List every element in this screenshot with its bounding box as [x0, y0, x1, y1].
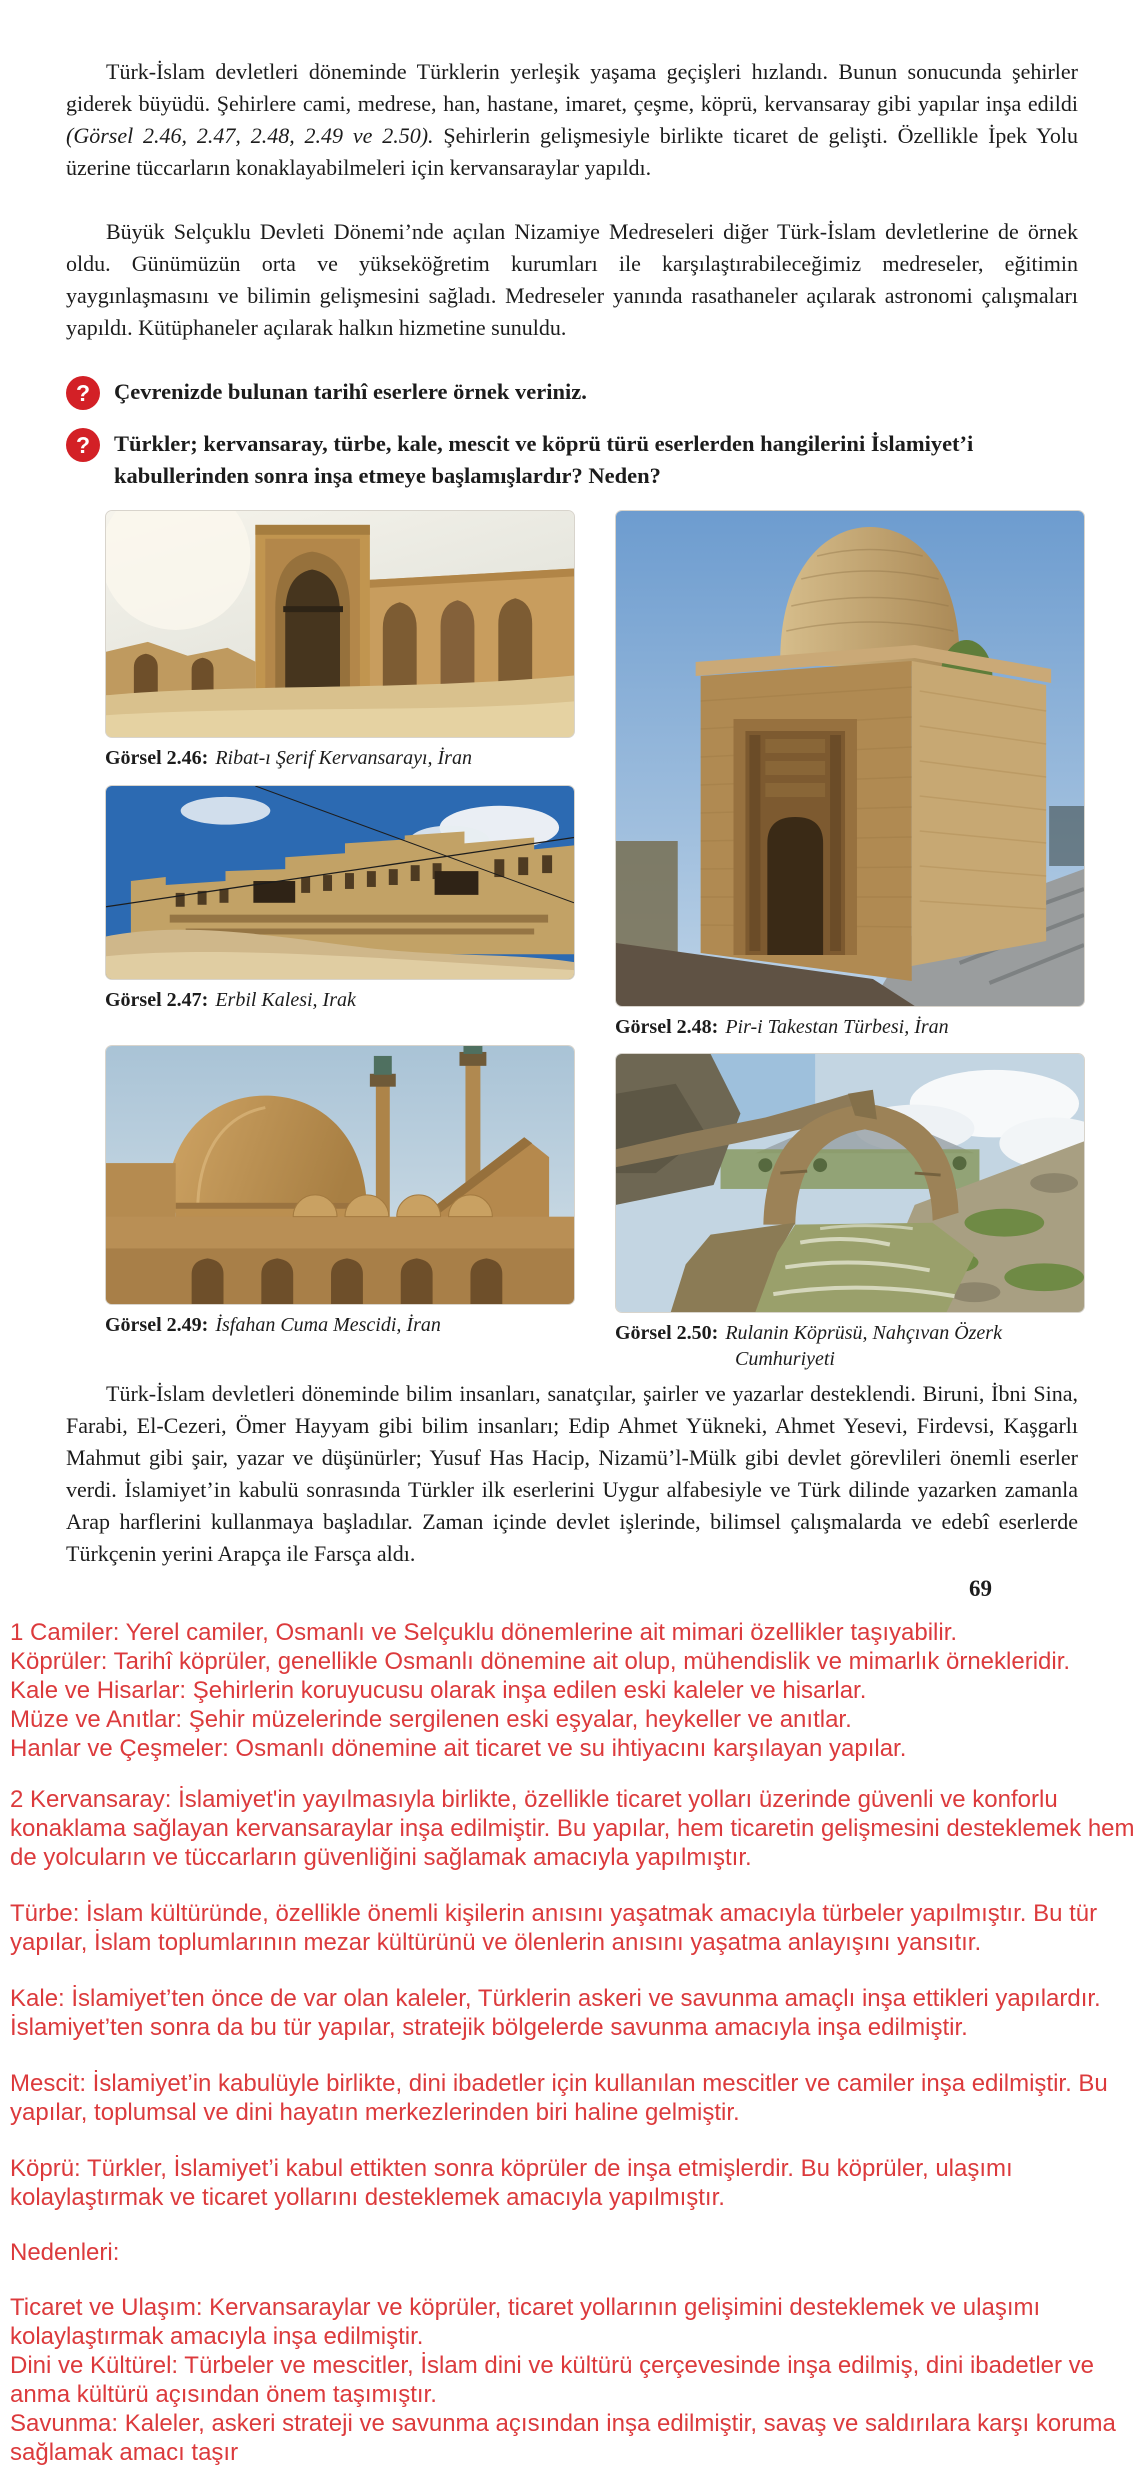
- figure-2-47: [105, 785, 575, 1013]
- figure-2-46: [105, 510, 575, 771]
- answer-reason-ticaret: Ticaret ve Ulaşım: Kervansaraylar ve köprüler, ticaret yollarının gelişimini desteklemek ve ulaşımı kolaylaştırmak amacıyla inşa edilmiştir.: [10, 2294, 1041, 2350]
- figure-caption: [105, 745, 575, 771]
- figure-grid: [0, 510, 1148, 1372]
- figure-reference: (Görsel 2.46, 2.47, 2.48, 2.49 ve 2.50).: [66, 123, 434, 148]
- figure-caption-text: Erbil Kalesi, Irak: [215, 989, 356, 1011]
- turbe-illustration: [616, 511, 1084, 1006]
- question-block: [66, 376, 1078, 492]
- mescit-illustration: [106, 1046, 574, 1304]
- figure-2-48: [615, 510, 1085, 1040]
- figure-caption: [615, 1014, 1085, 1040]
- answer-turbe: Türbe: İslam kültüründe, özellikle önemli kişilerin anısını yaşatmak amacıyla türbeler yapılmıştır. Bu tür yapılar, İslam toplumlarının mezar kültürünü ve ölenlerin anısını yaşatma anlayışını yansıtır.: [10, 1900, 1098, 1956]
- mescit-photo: [105, 1045, 575, 1305]
- paragraph-bilim: Türk-İslam devletleri döneminde bilim insanları, sanatçılar, şairler ve yazarlar desteklendi. Biruni, İbni Sina, Farabi, El-Cezeri, Ömer Hayyam gibi bilim insanları; Edip Ahmet Yükneki, Ahmet Yesevi, Firdevsi, Kaşgarlı Mahmut gibi şair, yazar ve düşünürler; Yusuf Has Hacip, Nizamü’l-Mülk gibi devlet görevlileri önemli eserler verdi. İslamiyet’in kabulü sonrasında Türkler ilk eserlerini Uygur alfabesiyle ve Türk dilinde yazarken zamanla Arap harflerini kullanmaya başladılar. Zaman içinde devlet işlerinde, bilimsel çalışmalarda ve edebî eserlerde Türkçenin yerini Arapça ile Farsça aldı.: [66, 1381, 1078, 1566]
- figure-caption-text: İsfahan Cuma Mescidi, İran: [215, 1314, 441, 1336]
- body-text-bottom: [0, 1378, 1148, 1602]
- paragraph-cities-text: Türk-İslam devletleri döneminde Türklerin yerleşik yaşama geçişleri hızlandı. Bunun sonucunda şehirler giderek büyüdü. Şehirlere cami, medrese, han, hastane, imaret, çeşme, köprü, kervansaray gibi yapılar inşa edildi: [66, 59, 1078, 116]
- kale-photo: [105, 785, 575, 980]
- paragraph-cities-end: Şehirlerin gelişmesiyle birlikte ticaret de gelişti. Özellikle İpek Yolu üzerine tüccarların konaklayabilmeleri için kervansaraylar yapıldı.: [66, 123, 1078, 180]
- answer-reason-dini: Dini ve Kültürel: Türbeler ve mescitler, İslam dini ve kültürü çerçevesinde inşa edilmiş, dini ibadetler ve anma kültürü açısından önem taşımıştır.: [10, 2352, 1095, 2408]
- figure-label: Görsel 2.47:: [105, 989, 209, 1011]
- figure-label: Görsel 2.48:: [615, 1016, 719, 1038]
- question-1: [66, 376, 1078, 410]
- answer-reason-savunma: Savunma: Kaleler, askeri strateji ve savunma açısından inşa edilmiştir, savaş ve saldırılara karşı koruma sağlamak amacı taşır: [10, 2410, 1116, 2466]
- figure-caption: [105, 1312, 575, 1338]
- answer-kale-hisarlar: Kale ve Hisarlar: Şehirlerin koruyucusu olarak inşa edilen eski kaleler ve hisarlar.: [10, 1677, 867, 1704]
- answer-muze-anitlar: Müze ve Anıtlar: Şehir müzelerinde sergilenen eski eşyalar, heykeller ve anıtlar.: [10, 1706, 852, 1733]
- figure-2-50: [615, 1053, 1085, 1372]
- figure-caption-text: Rulanin Köprüsü, Nahçıvan Özerk Cumhuriyeti: [725, 1322, 1002, 1370]
- question-mark-icon: [66, 428, 100, 462]
- figure-2-49: [105, 1045, 575, 1338]
- question-1-text: Çevrenizde bulunan tarihî eserlere örnek veriniz.: [114, 379, 587, 404]
- turbe-photo: [615, 510, 1085, 1007]
- kale-illustration: [106, 786, 574, 979]
- figure-caption: [105, 987, 575, 1013]
- answer-kopruler: Köprüler: Tarihî köprüler, genellikle Osmanlı dönemine ait olup, mühendislik ve mimarlık örnekleridir.: [10, 1648, 1071, 1675]
- question-mark-glyph: ?: [75, 431, 91, 458]
- question-2: [66, 428, 1078, 492]
- answer-kale: Kale: İslamiyet’ten önce de var olan kaleler, Türklerin askeri ve savunma amaçlı inşa ettikleri yapılardır. İslamiyet’ten sonra da bu tür yapılar, stratejik bölgelerde savunma amacıyla inşa edilmiştir.: [10, 1985, 1101, 2041]
- answer-kopru: Köprü: Türkler, İslamiyet’i kabul ettikten sonra köprüler de inşa etmişlerdir. Bu köprüler, ulaşımı kolaylaştırmak ve ticaret yollarını desteklemek amacıyla yapılmıştır.: [10, 2155, 1013, 2211]
- question-mark-icon: [66, 376, 100, 410]
- answer-kervansaray: 2 Kervansaray: İslamiyet'in yayılmasıyla birlikte, özellikle ticaret yolları üzerinde güvenli ve konforlu konaklama sağlayan kervansaraylar inşa edilmiştir. Bu yapılar, hem ticaretin gelişmesini desteklemek hem de yolcuların ve tüccarların güvenliğini sağlamak amacıyla yapılmıştır.: [10, 1786, 1135, 1871]
- answer-camiler: 1 Camiler: Yerel camiler, Osmanlı ve Selçuklu dönemlerine ait mimari özellikler taşıyabilir.: [10, 1619, 958, 1646]
- paragraph-medreseler: Büyük Selçuklu Devleti Dönemi’nde açılan Nizamiye Medreseleri diğer Türk-İslam devletlerine de örnek oldu. Günümüzün orta ve yükseköğretim kurumları ile karşılaştırabileceğimiz medreseler, eğitimin yaygınlaşmasını ve bilimin gelişmesini sağladı. Medreseler yanında rasathaneler açılarak astronomi çalışmaları yapıldı. Kütüphaneler açılarak halkın hizmetine sunuldu.: [66, 219, 1078, 340]
- question-mark-glyph: ?: [75, 379, 91, 406]
- kopru-illustration: [616, 1054, 1084, 1312]
- figure-column-right: [615, 510, 1085, 1372]
- figure-label: Görsel 2.46:: [105, 747, 209, 769]
- handwritten-answers: [0, 1618, 1148, 2467]
- answer-hanlar-cesmeler: Hanlar ve Çeşmeler: Osmanlı dönemine ait ticaret ve su ihtiyacını karşılayan yapılar.: [10, 1735, 907, 1762]
- question-2-text: Türkler; kervansaray, türbe, kale, mescit ve köprü türü eserlerden hangilerini İslamiyet’i kabullerinden sonra inşa etmeye başlamışlardır? Neden?: [114, 431, 974, 488]
- body-text-top: [0, 56, 1148, 492]
- answer-reasons-title: Nedenleri:: [10, 2239, 120, 2266]
- figure-label: Görsel 2.50:: [615, 1322, 719, 1344]
- kervansaray-photo: [105, 510, 575, 738]
- figure-label: Görsel 2.49:: [105, 1314, 209, 1336]
- figure-caption-text: Ribat-ı Şerif Kervansarayı, İran: [215, 747, 472, 769]
- kervansaray-illustration: [106, 511, 574, 737]
- figure-caption: [615, 1320, 1085, 1372]
- answer-mescit: Mescit: İslamiyet’in kabulüyle birlikte, dini ibadetler için kullanılan mescitler ve camiler inşa edilmiştir. Bu yapılar, toplumsal ve dini hayatın merkezlerinden biri haline gelmiştir.: [10, 2070, 1108, 2126]
- figure-caption-text: Pir-i Takestan Türbesi, İran: [725, 1016, 949, 1038]
- page-number: 69: [969, 1576, 992, 1601]
- paragraph-cities: [66, 56, 1078, 184]
- kopru-photo: [615, 1053, 1085, 1313]
- figure-column-left: [105, 510, 575, 1372]
